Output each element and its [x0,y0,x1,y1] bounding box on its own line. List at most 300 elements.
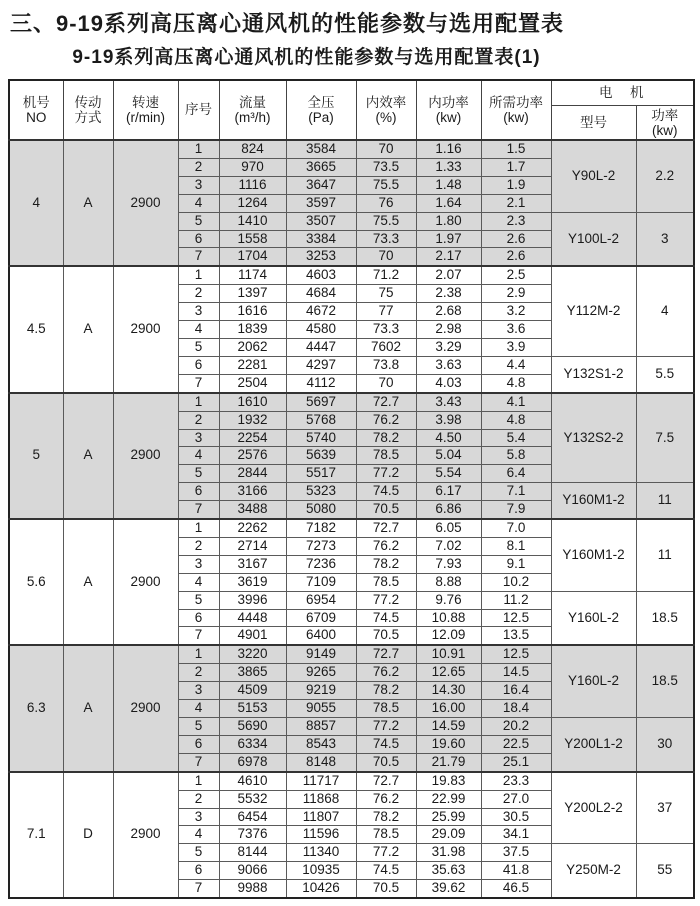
efficiency-cell: 78.5 [356,700,416,718]
flow-cell: 2262 [219,519,286,537]
required-power-cell: 13.5 [481,627,551,645]
inner-power-cell: 9.76 [416,591,481,609]
inner-power-cell: 8.88 [416,573,481,591]
inner-power-cell: 12.09 [416,627,481,645]
flow-cell: 2844 [219,465,286,483]
flow-cell: 2254 [219,429,286,447]
efficiency-cell: 76.2 [356,411,416,429]
flow-cell: 6978 [219,753,286,771]
flow-cell: 4448 [219,609,286,627]
header-flow: 流量 (m³/h) [219,80,286,140]
motor-model-cell: Y160L-2 [551,645,636,717]
inner-power-cell: 1.64 [416,194,481,212]
required-power-cell: 6.4 [481,465,551,483]
required-power-cell: 3.2 [481,303,551,321]
machine-no-cell: 6.3 [9,645,63,771]
required-power-cell: 2.6 [481,230,551,248]
efficiency-cell: 78.2 [356,555,416,573]
required-power-cell: 12.5 [481,609,551,627]
table-row [9,266,694,284]
required-power-cell: 4.8 [481,374,551,392]
inner-power-cell: 14.59 [416,718,481,736]
flow-cell: 2576 [219,447,286,465]
flow-cell: 1610 [219,393,286,411]
seq-cell: 5 [178,591,219,609]
pressure-cell: 3597 [286,194,356,212]
efficiency-cell: 70.5 [356,753,416,771]
drive-cell: A [63,519,113,645]
motor-model-cell: Y132S2-2 [551,393,636,483]
efficiency-cell: 76.2 [356,537,416,555]
required-power-cell: 3.6 [481,321,551,339]
efficiency-cell: 70.5 [356,627,416,645]
inner-power-cell: 39.62 [416,880,481,898]
efficiency-cell: 71.2 [356,266,416,284]
efficiency-cell: 74.5 [356,483,416,501]
motor-model-cell: Y200L2-2 [551,772,636,844]
efficiency-cell: 70 [356,374,416,392]
inner-power-cell: 7.02 [416,537,481,555]
machine-no-cell: 4.5 [9,266,63,392]
required-power-cell: 34.1 [481,826,551,844]
motor-model-cell: Y250M-2 [551,844,636,898]
flow-cell: 6334 [219,735,286,753]
required-power-cell: 30.5 [481,808,551,826]
flow-cell: 2062 [219,338,286,356]
header-machine-no: 机号 NO [9,80,63,140]
flow-cell: 7376 [219,826,286,844]
required-power-cell: 5.8 [481,447,551,465]
flow-cell: 4610 [219,772,286,790]
pressure-cell: 10426 [286,880,356,898]
pressure-cell: 8148 [286,753,356,771]
inner-power-cell: 12.65 [416,664,481,682]
required-power-cell: 18.4 [481,700,551,718]
efficiency-cell: 78.5 [356,826,416,844]
speed-cell: 2900 [113,519,178,645]
required-power-cell: 2.9 [481,285,551,303]
required-power-cell: 2.3 [481,212,551,230]
flow-cell: 2504 [219,374,286,392]
inner-power-cell: 1.16 [416,140,481,158]
required-power-cell: 37.5 [481,844,551,862]
seq-cell: 4 [178,826,219,844]
seq-cell: 7 [178,627,219,645]
efficiency-cell: 70 [356,140,416,158]
efficiency-cell: 75.5 [356,212,416,230]
seq-cell: 5 [178,465,219,483]
inner-power-cell: 14.30 [416,682,481,700]
efficiency-cell: 77 [356,303,416,321]
inner-power-cell: 2.98 [416,321,481,339]
motor-power-cell: 5.5 [636,356,694,392]
motor-model-cell: Y200L1-2 [551,718,636,772]
seq-cell: 2 [178,411,219,429]
pressure-cell: 6400 [286,627,356,645]
drive-cell: A [63,266,113,392]
required-power-cell: 41.8 [481,862,551,880]
inner-power-cell: 4.50 [416,429,481,447]
seq-cell: 2 [178,158,219,176]
efficiency-cell: 70.5 [356,880,416,898]
pressure-cell: 5517 [286,465,356,483]
pressure-cell: 9265 [286,664,356,682]
pressure-cell: 9055 [286,700,356,718]
flow-cell: 1174 [219,266,286,284]
flow-cell: 5690 [219,718,286,736]
speed-cell: 2900 [113,140,178,266]
motor-power-cell: 3 [636,212,694,266]
flow-cell: 1616 [219,303,286,321]
pressure-cell: 3253 [286,248,356,266]
required-power-cell: 11.2 [481,591,551,609]
inner-power-cell: 19.83 [416,772,481,790]
pressure-cell: 5697 [286,393,356,411]
inner-power-cell: 1.33 [416,158,481,176]
motor-power-cell: 55 [636,844,694,898]
pressure-cell: 5740 [286,429,356,447]
seq-cell: 3 [178,176,219,194]
inner-power-cell: 10.91 [416,645,481,663]
flow-cell: 3996 [219,591,286,609]
inner-power-cell: 5.04 [416,447,481,465]
seq-cell: 2 [178,285,219,303]
required-power-cell: 5.4 [481,429,551,447]
efficiency-cell: 72.7 [356,772,416,790]
flow-cell: 1264 [219,194,286,212]
flow-cell: 3220 [219,645,286,663]
header-required-power: 所需功率 (kw) [481,80,551,140]
efficiency-cell: 7602 [356,338,416,356]
efficiency-cell: 77.2 [356,718,416,736]
required-power-cell: 2.1 [481,194,551,212]
flow-cell: 9988 [219,880,286,898]
efficiency-cell: 72.7 [356,519,416,537]
inner-power-cell: 7.93 [416,555,481,573]
motor-model-cell: Y112M-2 [551,266,636,356]
pressure-cell: 11807 [286,808,356,826]
pressure-cell: 4684 [286,285,356,303]
pressure-cell: 11596 [286,826,356,844]
inner-power-cell: 2.38 [416,285,481,303]
inner-power-cell: 6.17 [416,483,481,501]
flow-cell: 1932 [219,411,286,429]
flow-cell: 1839 [219,321,286,339]
pressure-cell: 11717 [286,772,356,790]
efficiency-cell: 70.5 [356,501,416,519]
efficiency-cell: 72.7 [356,393,416,411]
inner-power-cell: 25.99 [416,808,481,826]
efficiency-cell: 73.5 [356,158,416,176]
motor-power-cell: 18.5 [636,591,694,645]
inner-power-cell: 2.17 [416,248,481,266]
efficiency-cell: 75.5 [356,176,416,194]
efficiency-cell: 78.2 [356,429,416,447]
seq-cell: 7 [178,753,219,771]
speed-cell: 2900 [113,393,178,519]
header-motor-power: 功率 (kw) [636,106,694,141]
speed-cell: 2900 [113,645,178,771]
table-row [9,772,694,790]
seq-cell: 5 [178,718,219,736]
table-row [9,519,694,537]
required-power-cell: 3.9 [481,338,551,356]
inner-power-cell: 1.97 [416,230,481,248]
pressure-cell: 11868 [286,790,356,808]
seq-cell: 3 [178,682,219,700]
efficiency-cell: 76 [356,194,416,212]
seq-cell: 5 [178,338,219,356]
seq-cell: 6 [178,483,219,501]
seq-cell: 7 [178,248,219,266]
page-subtitle: 9-19系列高压离心通风机的性能参数与选用配置表(1) [72,47,541,68]
inner-power-cell: 29.09 [416,826,481,844]
header-drive: 传动 方式 [63,80,113,140]
header-seq: 序号 [178,80,219,140]
inner-power-cell: 2.68 [416,303,481,321]
pressure-cell: 5768 [286,411,356,429]
inner-power-cell: 31.98 [416,844,481,862]
required-power-cell: 7.1 [481,483,551,501]
pressure-cell: 8543 [286,735,356,753]
header-motor-model: 型号 [551,106,636,141]
required-power-cell: 8.1 [481,537,551,555]
flow-cell: 3488 [219,501,286,519]
pressure-cell: 5639 [286,447,356,465]
flow-cell: 3167 [219,555,286,573]
efficiency-cell: 73.3 [356,230,416,248]
inner-power-cell: 10.88 [416,609,481,627]
efficiency-cell: 76.2 [356,664,416,682]
motor-power-cell: 18.5 [636,645,694,717]
seq-cell: 2 [178,790,219,808]
header-pressure: 全压 (Pa) [286,80,356,140]
seq-cell: 2 [178,537,219,555]
seq-cell: 3 [178,555,219,573]
flow-cell: 9066 [219,862,286,880]
pressure-cell: 3584 [286,140,356,158]
seq-cell: 1 [178,140,219,158]
seq-cell: 6 [178,356,219,374]
pressure-cell: 6709 [286,609,356,627]
seq-cell: 4 [178,321,219,339]
required-power-cell: 1.5 [481,140,551,158]
required-power-cell: 25.1 [481,753,551,771]
seq-cell: 3 [178,808,219,826]
required-power-cell: 7.0 [481,519,551,537]
efficiency-cell: 73.3 [356,321,416,339]
efficiency-cell: 75 [356,285,416,303]
motor-power-cell: 11 [636,483,694,519]
flow-cell: 1704 [219,248,286,266]
seq-cell: 1 [178,266,219,284]
motor-power-cell: 7.5 [636,393,694,483]
seq-cell: 4 [178,194,219,212]
pressure-cell: 3507 [286,212,356,230]
pressure-cell: 7236 [286,555,356,573]
pressure-cell: 9149 [286,645,356,663]
flow-cell: 4901 [219,627,286,645]
required-power-cell: 1.9 [481,176,551,194]
pressure-cell: 3665 [286,158,356,176]
inner-power-cell: 2.07 [416,266,481,284]
efficiency-cell: 74.5 [356,609,416,627]
drive-cell: A [63,645,113,771]
required-power-cell: 12.5 [481,645,551,663]
machine-no-cell: 4 [9,140,63,266]
header-inner-power: 内功率 (kw) [416,80,481,140]
drive-cell: D [63,772,113,898]
flow-cell: 3865 [219,664,286,682]
header-speed: 转速 (r/min) [113,80,178,140]
inner-power-cell: 1.48 [416,176,481,194]
flow-cell: 1558 [219,230,286,248]
seq-cell: 7 [178,880,219,898]
seq-cell: 1 [178,393,219,411]
motor-model-cell: Y100L-2 [551,212,636,266]
header-efficiency: 内效率 (%) [356,80,416,140]
machine-no-cell: 5 [9,393,63,519]
inner-power-cell: 1.80 [416,212,481,230]
required-power-cell: 22.5 [481,735,551,753]
pressure-cell: 4672 [286,303,356,321]
flow-cell: 824 [219,140,286,158]
drive-cell: A [63,393,113,519]
pressure-cell: 4603 [286,266,356,284]
required-power-cell: 2.6 [481,248,551,266]
motor-power-cell: 30 [636,718,694,772]
seq-cell: 4 [178,447,219,465]
flow-cell: 8144 [219,844,286,862]
motor-power-cell: 4 [636,266,694,356]
seq-cell: 6 [178,735,219,753]
pressure-cell: 7273 [286,537,356,555]
pressure-cell: 3384 [286,230,356,248]
pressure-cell: 4447 [286,338,356,356]
pressure-cell: 9219 [286,682,356,700]
required-power-cell: 46.5 [481,880,551,898]
fan-parameters-table [8,79,695,899]
required-power-cell: 10.2 [481,573,551,591]
header-motor-group: 电 机 [551,80,694,106]
motor-model-cell: Y160M1-2 [551,519,636,591]
inner-power-cell: 16.00 [416,700,481,718]
pressure-cell: 7109 [286,573,356,591]
required-power-cell: 14.5 [481,664,551,682]
flow-cell: 970 [219,158,286,176]
efficiency-cell: 77.2 [356,844,416,862]
flow-cell: 1410 [219,212,286,230]
efficiency-cell: 74.5 [356,862,416,880]
pressure-cell: 5323 [286,483,356,501]
seq-cell: 1 [178,645,219,663]
seq-cell: 7 [178,501,219,519]
pressure-cell: 3647 [286,176,356,194]
pressure-cell: 10935 [286,862,356,880]
inner-power-cell: 6.05 [416,519,481,537]
flow-cell: 1397 [219,285,286,303]
table-header [9,80,694,140]
flow-cell: 1116 [219,176,286,194]
inner-power-cell: 35.63 [416,862,481,880]
inner-power-cell: 6.86 [416,501,481,519]
required-power-cell: 1.7 [481,158,551,176]
efficiency-cell: 76.2 [356,790,416,808]
seq-cell: 1 [178,772,219,790]
motor-power-cell: 11 [636,519,694,591]
required-power-cell: 4.4 [481,356,551,374]
table-body [9,140,694,898]
required-power-cell: 23.3 [481,772,551,790]
page-title: 三、9-19系列高压离心通风机的性能参数与选用配置表 [10,11,565,36]
pressure-cell: 8857 [286,718,356,736]
pressure-cell: 4112 [286,374,356,392]
efficiency-cell: 77.2 [356,465,416,483]
flow-cell: 3619 [219,573,286,591]
required-power-cell: 7.9 [481,501,551,519]
machine-no-cell: 7.1 [9,772,63,898]
flow-cell: 5532 [219,790,286,808]
machine-no-cell: 5.6 [9,519,63,645]
motor-model-cell: Y160L-2 [551,591,636,645]
inner-power-cell: 22.99 [416,790,481,808]
efficiency-cell: 78.2 [356,682,416,700]
seq-cell: 4 [178,573,219,591]
inner-power-cell: 3.29 [416,338,481,356]
drive-cell: A [63,140,113,266]
efficiency-cell: 77.2 [356,591,416,609]
efficiency-cell: 74.5 [356,735,416,753]
seq-cell: 2 [178,664,219,682]
seq-cell: 3 [178,303,219,321]
motor-model-cell: Y160M1-2 [551,483,636,519]
efficiency-cell: 70 [356,248,416,266]
pressure-cell: 7182 [286,519,356,537]
required-power-cell: 4.1 [481,393,551,411]
inner-power-cell: 3.98 [416,411,481,429]
required-power-cell: 4.8 [481,411,551,429]
inner-power-cell: 19.60 [416,735,481,753]
motor-power-cell: 37 [636,772,694,844]
pressure-cell: 11340 [286,844,356,862]
speed-cell: 2900 [113,266,178,392]
seq-cell: 4 [178,700,219,718]
motor-model-cell: Y132S1-2 [551,356,636,392]
required-power-cell: 9.1 [481,555,551,573]
flow-cell: 5153 [219,700,286,718]
pressure-cell: 4580 [286,321,356,339]
flow-cell: 6454 [219,808,286,826]
required-power-cell: 16.4 [481,682,551,700]
inner-power-cell: 3.43 [416,393,481,411]
pressure-cell: 5080 [286,501,356,519]
table-row [9,393,694,411]
motor-model-cell: Y90L-2 [551,140,636,212]
speed-cell: 2900 [113,772,178,898]
flow-cell: 3166 [219,483,286,501]
table-row [9,140,694,158]
flow-cell: 2714 [219,537,286,555]
required-power-cell: 2.5 [481,266,551,284]
flow-cell: 2281 [219,356,286,374]
flow-cell: 4509 [219,682,286,700]
required-power-cell: 20.2 [481,718,551,736]
seq-cell: 7 [178,374,219,392]
pressure-cell: 4297 [286,356,356,374]
motor-power-cell: 2.2 [636,140,694,212]
table-row [9,645,694,663]
inner-power-cell: 5.54 [416,465,481,483]
